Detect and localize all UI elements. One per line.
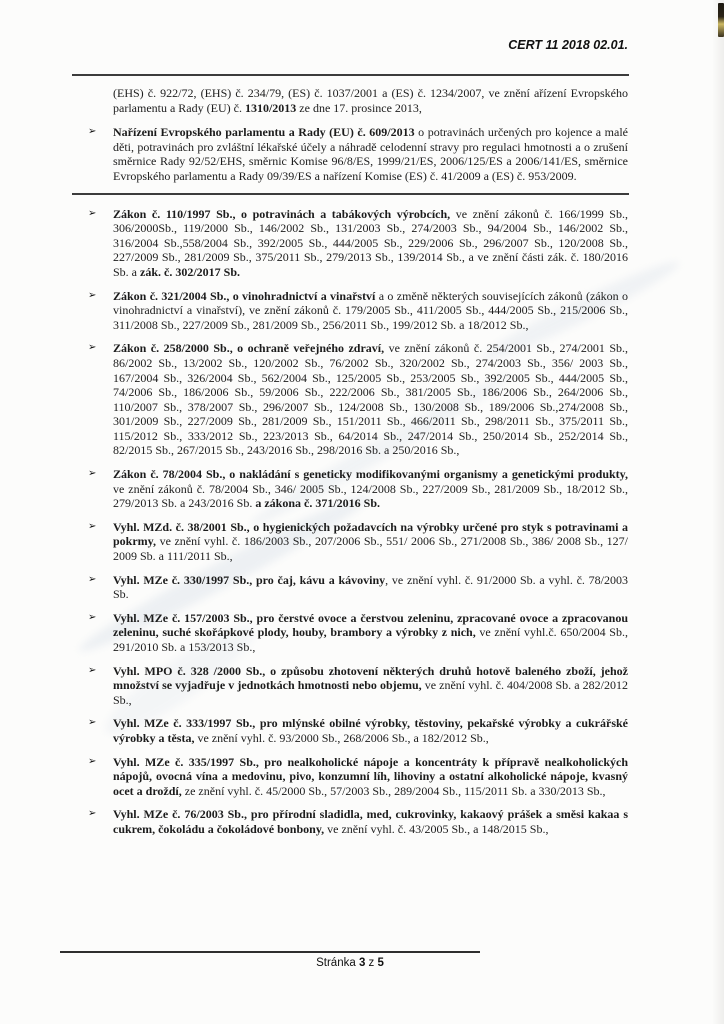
text-run-bold: Vyhl. MZe č. 157/2003 Sb., pro čerstvé ovoce a čerstvou zeleninu, zpracované ovoce a zpracovanou zeleninu, suché skořápkové plody, houby, brambory a výrobky z nich, xyxy=(113,610,628,640)
text-run-bold: Vyhl. MZe č. 335/1997 Sb., pro nealkoholické nápoje a koncentráty k přípravě nealkoholických nápojů, ovocná vína a medovinu, pivo, konzumní líh, lihoviny a ostatní alkoholické nápoje, kvasný ocet a droždí, xyxy=(113,754,628,798)
regulation-text xyxy=(113,207,628,280)
bullet-arrow-icon: ➢ xyxy=(88,573,97,585)
list-item xyxy=(88,519,628,564)
text-run-bold: 1310/2013 xyxy=(244,100,297,115)
section-divider xyxy=(72,193,629,195)
text-run-bold: Vyhl. MZe č. 330/1997 Sb., pro čaj, kávu a kávoviny xyxy=(113,572,386,587)
text-run-bold: Zákon č. 258/2000 Sb., o ochraně veřejného zdraví, xyxy=(113,341,385,356)
regulation-text xyxy=(113,520,628,564)
document-content xyxy=(88,86,629,846)
list-item xyxy=(88,467,628,511)
text-run: o potravinách určených pro kojence a malé děti, potravinách pro zvláštní lékařské účely a náhradě celodenní stravy pro regulaci hmotnosti a o zrušení směrnice Rady 92/52/EHS, směrnic Komise 96/8/ES, 1999/21/ES, 2006/125/ES a 2006/141/ES, směrnice Evropského parlamentu a Rady 09/39/ES a nařízení Komise (ES) č. 41/2009 a (ES) č. 953/2009. xyxy=(113,125,629,183)
regulation-text xyxy=(113,125,628,183)
regulation-text xyxy=(113,755,628,799)
bullet-arrow-icon: ➢ xyxy=(88,755,97,767)
bullet-arrow-icon: ➢ xyxy=(88,520,97,532)
text-run: , ve znění vyhl. č. 91/2000 Sb. a vyhl. č. 78/2003 Sb. xyxy=(113,572,628,602)
header-code: CERT 11 2018 02.01. xyxy=(508,38,628,52)
text-run-bold: Vyhl. MZd. č. 38/2001 Sb., o hygienických požadavcích na výrobky určené pro styk s potravinami a pokrmy, xyxy=(113,519,628,549)
regulation-text xyxy=(113,611,628,655)
list-item xyxy=(88,572,628,602)
continuation-paragraph xyxy=(113,86,628,115)
text-run-bold: a zákona č. 371/2016 Sb. xyxy=(255,496,381,511)
regulation-text xyxy=(113,289,628,333)
bullet-arrow-icon: ➢ xyxy=(88,808,97,820)
text-run-bold: Zákon č. 321/2004 Sb., o vinohradnictví a vinařství xyxy=(113,288,376,303)
list-item xyxy=(88,663,628,708)
regulation-text xyxy=(113,467,628,511)
header-divider xyxy=(72,74,629,76)
text-run: ve znění vyhl.č. 650/2004 Sb., 291/2010 Sb. a 153/2013 Sb., xyxy=(113,625,628,654)
regulation-text xyxy=(113,573,628,602)
scan-edge-shade xyxy=(712,0,724,1024)
text-run-bold: Vyhl. MZe č. 333/1997 Sb., pro mlýnské obilné výrobky, těstoviny, pekařské výrobky a cukrářské výrobky a těsta, xyxy=(113,716,628,745)
bullet-arrow-icon: ➢ xyxy=(88,126,97,138)
text-run-bold: 5 xyxy=(377,957,384,969)
bullet-arrow-icon: ➢ xyxy=(88,611,97,623)
text-run: ze znění vyhl. č. 45/2000 Sb., 57/2003 Sb., 289/2004 Sb., 115/2011 Sb. a 330/2013 Sb., xyxy=(181,783,606,798)
list-item xyxy=(88,807,628,836)
text-run: ve znění vyhl. č. 43/2005 Sb., a 148/2015 Sb., xyxy=(324,821,549,836)
bullet-arrow-icon: ➢ xyxy=(88,664,97,676)
regulation-text xyxy=(113,807,628,836)
document-header xyxy=(0,38,628,52)
list-item xyxy=(88,341,628,458)
bullet-arrow-icon: ➢ xyxy=(88,289,97,301)
regulation-text xyxy=(113,716,628,745)
list-item xyxy=(88,716,628,745)
text-run-bold: zák. č. 302/2017 Sb. xyxy=(140,264,241,279)
text-run: ve znění zákonů č. 166/1999 Sb., 306/2000Sb., 119/2000 Sb., 146/2002 Sb., 131/2003 Sb., 274/2003 Sb., 94/2004 Sb., 146/2002 Sb., 316/2004 Sb.,558/2004 Sb., 392/2005 Sb., 444/2005 Sb., 229/2006 Sb., 296/2007 Sb., 120/2008 Sb., 227/2009 Sb., 281/2009 Sb., 375/2011 Sb., 279/2013 Sb., 139/2014 Sb., a ve znění části zák. č. 180/2016 Sb. a xyxy=(113,206,628,279)
text-run: a o změně některých souvisejících zákonů (zákon o vinohradnictví a vinařství), ve znění zákonů č. 179/2005 Sb., 411/2005 Sb., 444/2005 Sb., 215/2006 Sb., 311/2008 Sb., 227/2009 Sb., 281/2009 Sb., 256/2011 Sb., 199/2012 Sb. a 18/2012 Sb., xyxy=(113,288,629,332)
footer-divider xyxy=(60,951,480,953)
text-run: (EHS) č. 922/72, (EHS) č. 234/79, (ES) č. 1037/2001 a (ES) č. 1234/2007, ve znění ařízení Evropského parlamentu a Rady (EU) č. xyxy=(113,86,628,115)
text-run: ve znění zákonů č. 78/2004 Sb., 346/ 2005 Sb., 124/2008 Sb., 227/2009 Sb., 281/2009 Sb., 18/2012 Sb., 279/2013 Sb. a 243/2016 Sb. xyxy=(113,481,628,511)
text-run: ve znění vyhl. č. 93/2000 Sb., 268/2006 Sb., a 182/2012 Sb., xyxy=(194,730,489,745)
regulation-text xyxy=(113,341,628,458)
regulation-list xyxy=(88,125,629,836)
list-item xyxy=(88,754,628,799)
text-run-bold: 3 xyxy=(358,957,366,969)
text-run: ve znění vyhl. č. 186/2003 Sb., 207/2006 Sb., 551/ 2006 Sb., 271/2008 Sb., 386/ 2008 Sb., 127/ 2009 Sb. a 111/2011 Sb., xyxy=(113,534,628,564)
regulation-text xyxy=(113,664,628,708)
list-item xyxy=(88,288,629,333)
text-run: ve znění zákonů č. 254/2001 Sb., 274/2001 Sb., 86/2002 Sb., 13/2002 Sb., 120/2002 Sb., 76/2002 Sb., 320/2002 Sb., 274/2003 Sb., 356/ 2003 Sb., 167/2004 Sb., 326/2004 Sb., 562/2004 Sb., 125/2005 Sb., 253/2005 Sb., 392/2005 Sb., 444/2005 Sb., 74/2006 Sb., 186/2006 Sb., 59/2006 Sb., 222/2006 Sb., 381/2005 Sb., 186/2006 Sb., 264/2006 Sb., 110/2007 Sb., 378/2007 Sb., 296/2007 Sb., 124/2008 Sb., 130/2008 Sb., 189/2006 Sb.,274/2008 Sb., 301/2009 Sb., 227/2009 Sb., 281/2009 Sb., 151/2011 Sb., 466/2011 Sb., 298/2011 Sb., 375/2011 Sb., 115/2012 Sb., 333/2012 Sb., 223/2013 Sb., 64/2014 Sb., 247/2014 Sb., 250/2014 Sb., 252/2014 Sb., 82/2015 Sb., 267/2015 Sb., 243/2016 Sb., 298/2016 Sb. a 250/2016 Sb., xyxy=(113,341,628,458)
bullet-arrow-icon: ➢ xyxy=(88,468,97,480)
list-item xyxy=(88,125,629,183)
bullet-arrow-icon: ➢ xyxy=(88,207,97,219)
text-run-bold: Vyhl. MPO č. 328 /2000 Sb., o způsobu zhotovení některých druhů hotově baleného zboží, jehož množství se vyjadřuje v jednotkách hmotnosti nebo objemu, xyxy=(113,663,628,693)
text-run-bold: Zákon č. 110/1997 Sb., o potravinách a tabákových výrobcích, xyxy=(113,206,451,221)
list-item xyxy=(88,610,628,655)
text-run-bold: Nařízení Evropského parlamentu a Rady (EU) č. 609/2013 xyxy=(113,125,415,140)
bullet-arrow-icon: ➢ xyxy=(88,717,97,729)
text-run: ze dne 17. prosince 2013, xyxy=(296,100,422,115)
list-item xyxy=(88,206,628,280)
text-run: z xyxy=(365,957,378,969)
page-footer xyxy=(0,957,700,969)
text-run: ve znění vyhl. č. 404/2008 Sb. a 282/2012 Sb., xyxy=(113,678,628,707)
bullet-arrow-icon: ➢ xyxy=(88,342,97,354)
scan-artifact xyxy=(718,3,724,37)
text-run-bold: Vyhl. MZe č. 76/2003 Sb., pro přírodní sladidla, med, cukrovinky, kakaový prášek a směsi kakaa s cukrem, čokoládu a čokoládové bonbony, xyxy=(113,807,628,836)
text-run: Stránka xyxy=(316,957,359,969)
text-run-bold: Zákon č. 78/2004 Sb., o nakládání s geneticky modifikovanými organismy a genetickými produkty, xyxy=(113,467,628,482)
